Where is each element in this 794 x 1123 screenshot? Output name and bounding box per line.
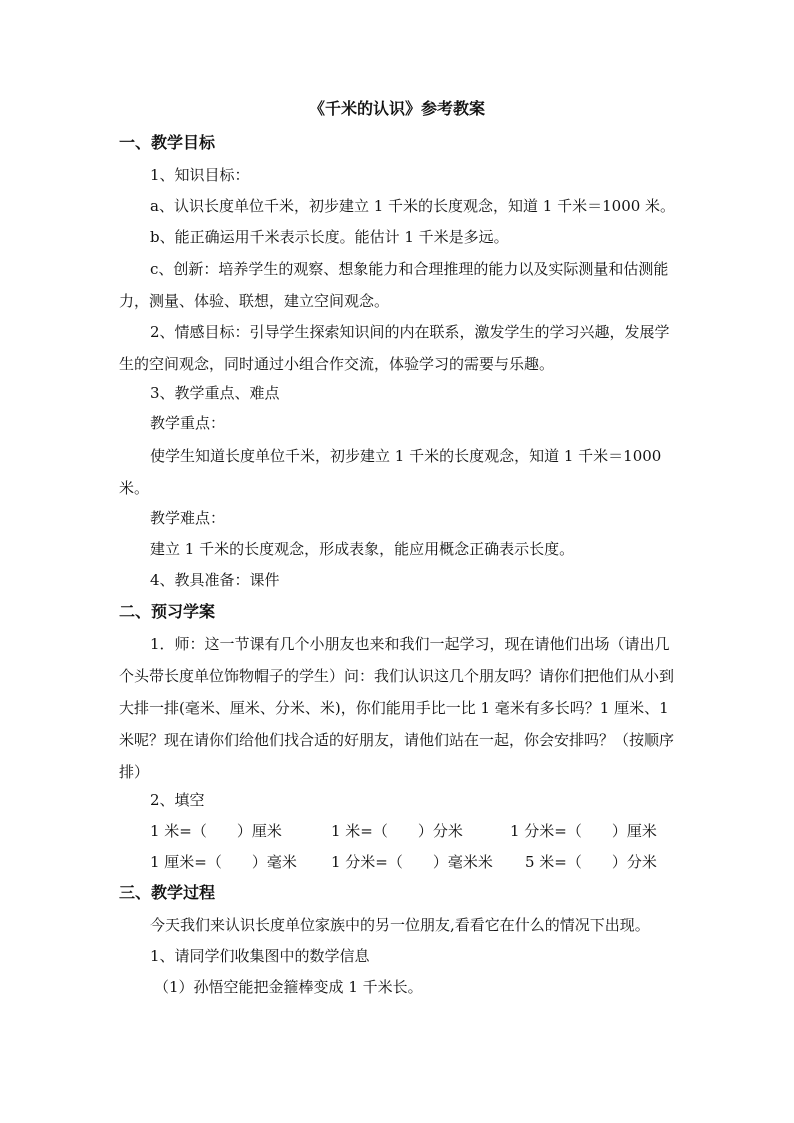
- difficulty-text: 建立 1 千米的长度观念，形成表象，能应用概念正确表示长度。: [150, 540, 575, 558]
- goal-item-a: a、认识长度单位千米，初步建立 1 千米的长度观念，知道 1 千米＝1000 米。: [150, 197, 676, 215]
- knowledge-goal-label: 1、知识目标：: [150, 166, 250, 184]
- document-title: 《千米的认识》参考教案: [308, 99, 485, 118]
- process-step-1: 1、请同学们收集图中的数学信息: [150, 947, 370, 965]
- preview-paragraph: 1．师：这一节课有几个小朋友也来和我们一起学习，现在请他们出场（请出几个头带长度单位饰物帽子的学生）问：我们认识这几个朋友吗？请你们把他们从小到大排一排(毫米、厘米、分米、米)，你们能用手比一比 1 毫米有多长吗？1 厘米、1 米呢？现在请你们给他们找合适的好朋友，请他们站在一起，你会安排吗？（按顺序排）: [119, 635, 675, 781]
- tools-text: 4、教具准备：课件: [150, 571, 280, 589]
- fill-cell: 5 米=（ ）分米: [525, 853, 657, 871]
- fill-cell: 1 分米=（ ）毫米米: [331, 853, 493, 871]
- goal-item-c: c、创新：培养学生的观察、想象能力和合理推理的能力以及实际测量和估测能力，测量、体验、联想，建立空间观念。: [119, 260, 669, 310]
- process-intro: 今天我们来认识长度单位家族中的另一位朋友,看看它在什么的情况下出现。: [150, 916, 650, 934]
- focus-text: 使学生知道长度单位千米，初步建立 1 千米的长度观念，知道 1 千米＝1000 米。: [119, 447, 662, 497]
- process-item-1: （1）孙悟空能把金箍棒变成 1 千米长。: [154, 978, 423, 996]
- goal-item-b: b、能正确运用千米表示长度。能估计 1 千米是多远。: [150, 228, 509, 246]
- section-heading-goals: 一、教学目标: [119, 133, 216, 152]
- fill-cell: 1 米=（ ）厘米: [150, 822, 282, 840]
- focus-label: 教学重点：: [150, 414, 226, 432]
- fill-blank-label: 2、填空: [150, 791, 205, 809]
- fill-cell: 1 米=（ ）分米: [331, 822, 463, 840]
- emotion-goal: 2、情感目标：引导学生探索知识间的内在联系，激发学生的学习兴趣，发展学生的空间观念，同时通过小组合作交流，体验学习的需要与乐趣。: [119, 323, 670, 373]
- section-heading-process: 三、教学过程: [119, 883, 216, 902]
- difficulty-label: 教学难点：: [150, 509, 226, 527]
- section-heading-preview: 二、预习学案: [119, 602, 216, 621]
- keypoints-heading: 3、教学重点、难点: [150, 384, 280, 402]
- fill-cell: 1 分米=（ ）厘米: [510, 822, 657, 840]
- fill-cell: 1 厘米=（ ）毫米: [150, 853, 297, 871]
